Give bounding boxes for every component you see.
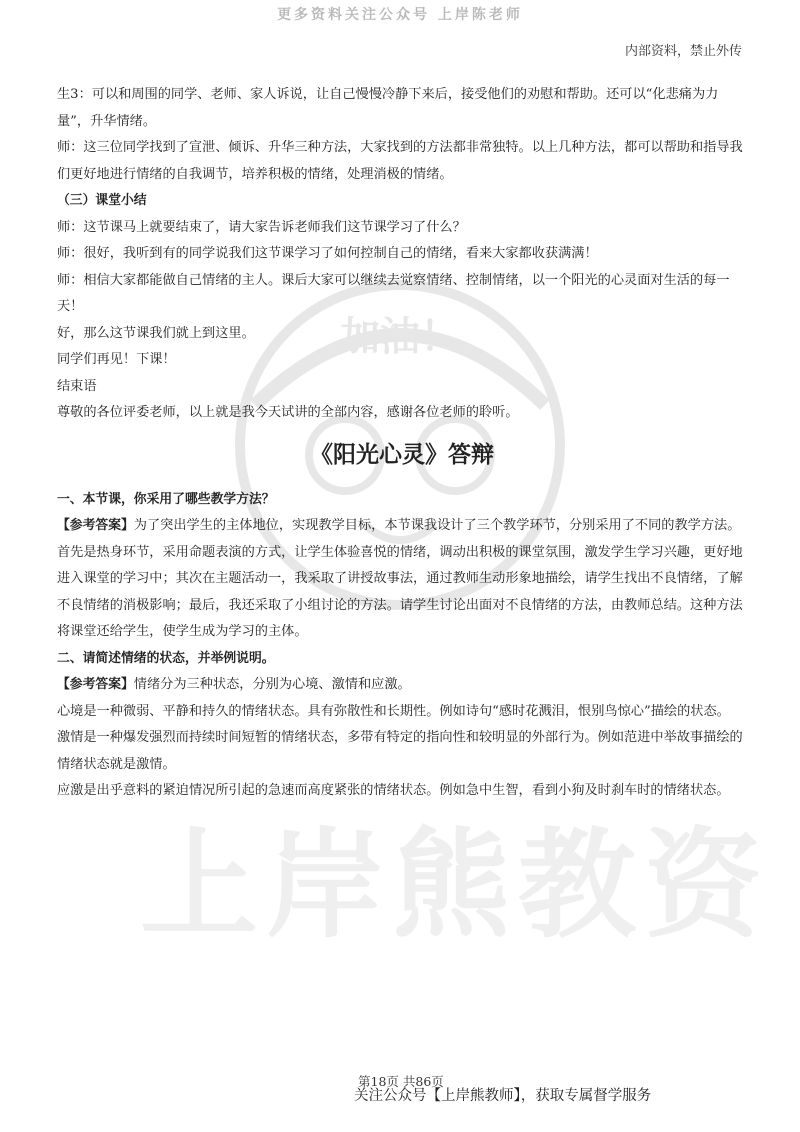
- page-title: 《阳光心灵》答辩: [310, 440, 494, 468]
- paragraph: 心境是一种微弱、平静和持久的情绪状态。具有弥散性和长期性。例如诗句“感时花溅泪，恨别鸟惊心”描绘的状态。: [57, 703, 730, 719]
- page-number: 第18页 共86页: [358, 1074, 444, 1089]
- document-body: [57, 82, 747, 805]
- paragraph: 应激是出乎意料的紧迫情况所引起的急速而高度紧张的情绪状态。例如急中生智，看到小狗及时刹车时的情绪状态。: [57, 783, 730, 798]
- paragraph: 首先是热身环节，采用命题表演的方式，让学生体验喜悦的情绪，调动出积极的课堂氛围，激发学生学习兴趣，更好地进入课堂的学习中；其次在主题活动一，我采取了讲授故事法，通过教师生动形象地描绘，请学生找出不良情绪，了解不良情绪的消极影响；最后，我还采取了小组讨论的方法。请学生讨论出面对不良情绪的方法，由教师总结。这种方法将课堂还给学生，使学生成为学习的主体。: [57, 544, 743, 639]
- answer-paragraph: [57, 513, 747, 540]
- confidential-note: 内部资料，禁止外传: [624, 44, 742, 59]
- question-heading: 二、请简述情绪的状态，并举例说明。: [57, 650, 275, 666]
- paragraph: 生3：可以和周围的同学、老师、家人诉说，让自己慢慢冷静下来后，接受他们的劝慰和帮助。还可以“化悲痛为力量”，升华情绪。: [57, 87, 719, 129]
- footer-promo: 关注公众号【上岸熊教师】，获取专属督学服务: [354, 1088, 652, 1104]
- paragraph: 激情是一种爆发强烈而持续时间短暂的情绪状态，多带有特定的指向性和较明显的外部行为。例如范进中举故事描绘的情绪状态就是激情。: [57, 730, 743, 772]
- answer-paragraph: [57, 672, 747, 699]
- answer-label: 【参考答案】: [57, 518, 134, 533]
- brand-watermark: 上岸熊教资: [140, 816, 771, 954]
- question-heading: 一、本节课，你采用了哪些教学方法？: [57, 491, 275, 507]
- answer-text: 情绪分为三种状态，分别为心境、激情和应激。: [133, 677, 411, 692]
- section-heading: （三）课堂小结: [57, 193, 147, 208]
- paragraph: 师：很好，我听到有的同学说我们这节课学习了如何控制自己的情绪，看来大家都收获满满！: [57, 246, 598, 261]
- paragraph: 好，那么这节课我们就上到这里。: [57, 325, 255, 341]
- paragraph: 师：这三位同学找到了宣泄、倾诉、升华三种方法，大家找到的方法都非常独特。以上几种方法，都可以帮助和指导我们更好地进行情绪的自我调节，培养积极的情绪，处理消极的情绪。: [57, 140, 743, 182]
- paragraph: 师：这节课马上就要结束了，请大家告诉老师我们这节课学习了什么？: [57, 219, 466, 235]
- paragraph: 同学们再见！下课！: [57, 352, 176, 367]
- mascot-caption: 加油！: [340, 314, 460, 360]
- paragraph: 结束语: [57, 378, 97, 394]
- answer-text: 为了突出学生的主体地位，实现教学目标，本节课我设计了三个教学环节，分别采用了不同的教学方法。: [133, 518, 741, 533]
- top-banner: 更多资料关注公众号 上岸陈老师: [277, 7, 523, 23]
- paragraph: 师：相信大家都能做自己情绪的主人。课后大家可以继续去觉察情绪、控制情绪，以一个阳光的心灵面对生活的每一天！: [57, 272, 730, 314]
- answer-label: 【参考答案】: [57, 677, 134, 692]
- paragraph: 尊敬的各位评委老师，以上就是我今天试讲的全部内容，感谢各位老师的聆听。: [57, 405, 519, 420]
